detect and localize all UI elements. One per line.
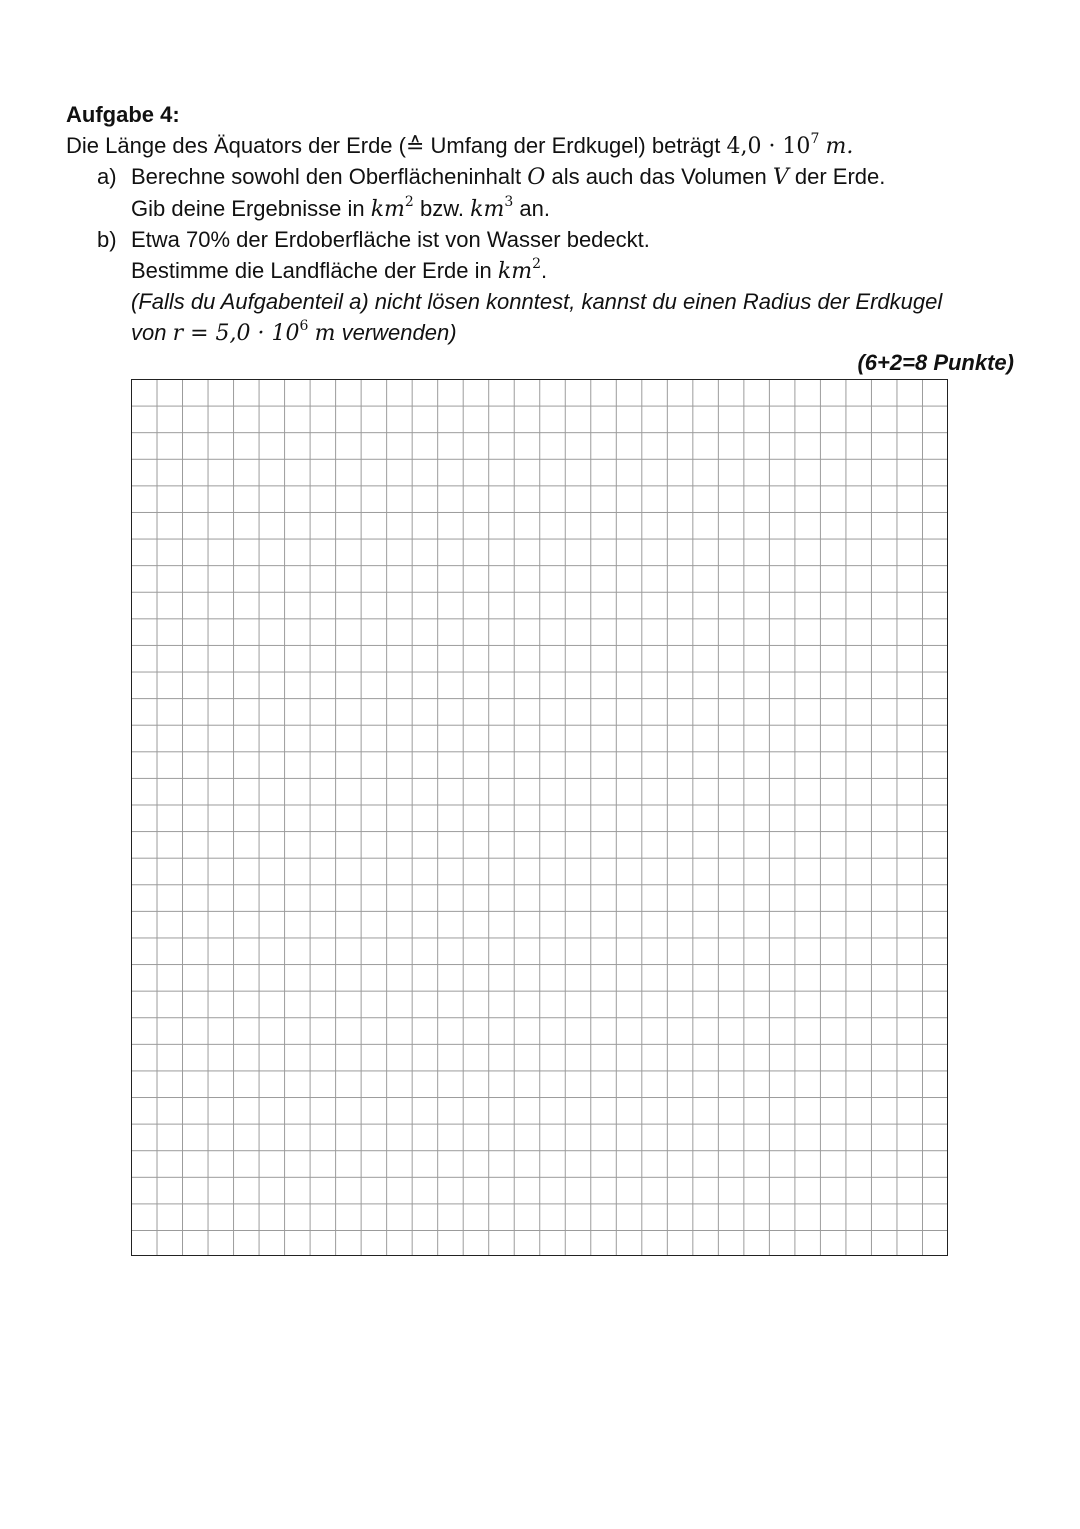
intro-text: Die Länge des Äquators der Erde (≙ Umfang der Erdkugel) beträgt [66,133,721,158]
part-a-text1: Berechne sowohl den Oberflächeninhalt [131,164,522,189]
part-b-period: . [541,258,548,283]
intro-unit: m. [825,134,854,159]
part-b-line1 [97,225,650,255]
part-a-text3: der Erde. [794,164,886,189]
answer-grid[interactable] [131,379,948,1256]
points-label: (6+2=8 Punkte) [857,350,1014,375]
part-b-line2 [131,256,547,287]
hint-formula: r = 5,0 · 10 [172,321,300,346]
task-title: Aufgabe 4: [66,102,180,127]
part-a-text2: als auch das Volumen [551,164,767,189]
hint-von: von [131,320,167,345]
var-o: O [527,165,546,190]
unit-km2-b: km [497,259,533,284]
task-intro [66,131,853,162]
part-a-line1 [97,162,885,193]
part-a-letter: a) [97,164,117,189]
part-b-hint2 [131,318,457,349]
intro-exponent: 7 [810,130,820,147]
var-v: V [772,165,789,190]
exp-2-b: 2 [532,255,542,272]
part-b-text2: Bestimme die Landfläche der Erde in [131,258,492,283]
part-b-text1: Etwa 70% der Erdoberfläche ist von Wasser bedeckt. [131,227,650,252]
exp-2: 2 [404,193,414,210]
unit-km3: km [470,197,505,222]
hint-verwenden: verwenden) [341,320,457,345]
part-a-text5: bzw. [419,196,464,221]
part-b-hint1: (Falls du Aufgabenteil a) nicht lösen konntest, kannst du einen Radius der Erdkugel [131,289,943,314]
unit-km2: km [370,197,405,222]
hint-unit: m [314,321,336,346]
part-b-letter: b) [97,227,117,252]
intro-value: 4,0 · 10 [726,134,811,159]
part-a-text6: an. [519,196,550,221]
part-a-text4: Gib deine Ergebnisse in [131,196,365,221]
part-a-line2 [131,194,550,225]
exp-3: 3 [504,193,514,210]
hint-exponent: 6 [299,317,309,334]
